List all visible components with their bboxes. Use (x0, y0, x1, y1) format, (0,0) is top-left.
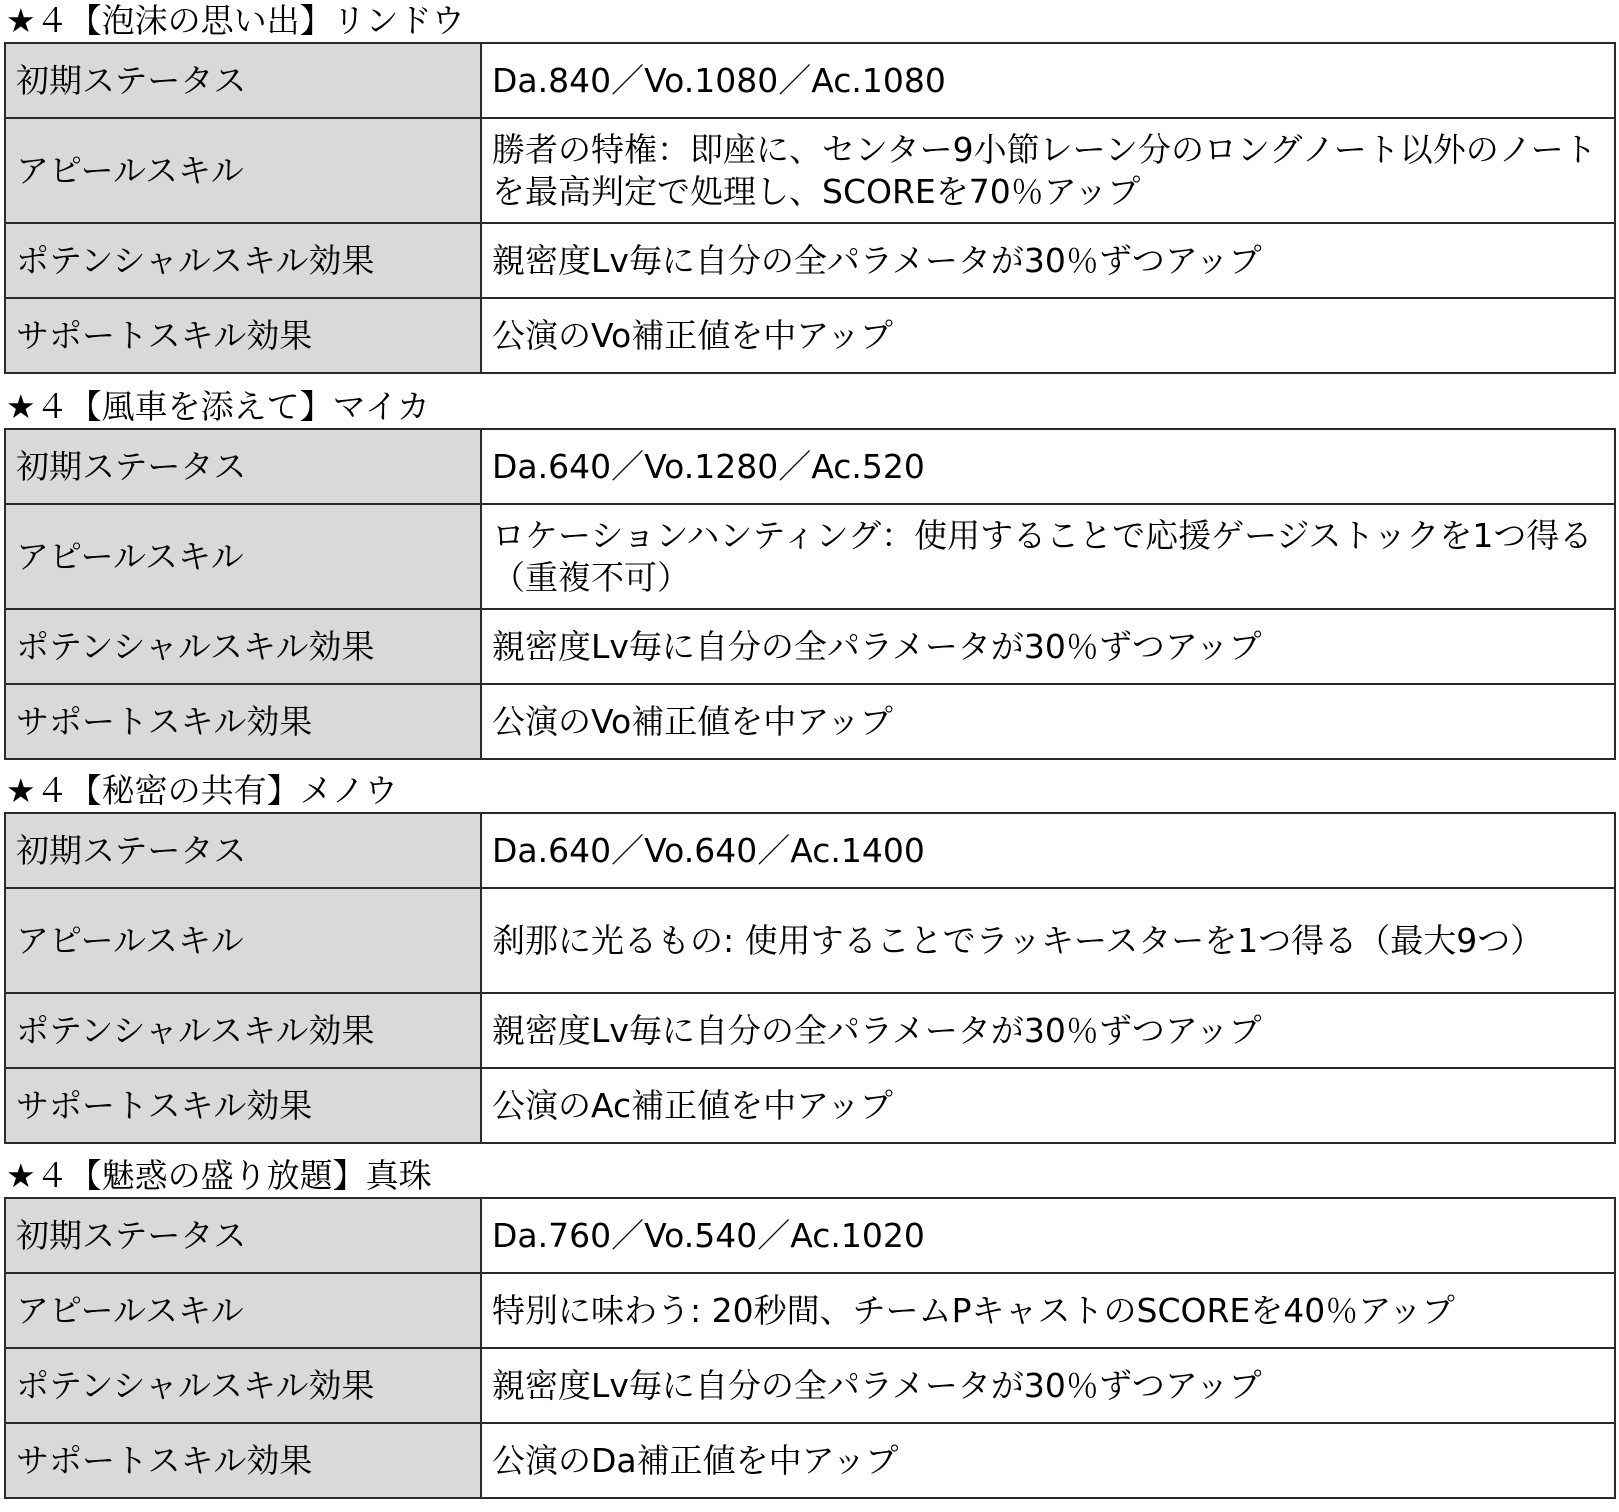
table-row (5, 223, 1615, 298)
table-row (5, 1423, 1615, 1498)
row-label: ポテンシャルスキル効果 (5, 223, 481, 298)
table-row (5, 684, 1615, 759)
row-value: 親密度Lv毎に自分の全パラメータが30％ずつアップ (481, 609, 1615, 684)
card-title: ★４【魅惑の盛り放題】真珠 (6, 1156, 432, 1195)
row-value: Da.640／Vo.1280／Ac.520 (481, 429, 1615, 504)
row-value: 公演のVo補正値を中アップ (481, 684, 1615, 759)
row-label: 初期ステータス (5, 429, 481, 504)
card-table (4, 1197, 1616, 1499)
card-title: ★４【風車を添えて】マイカ (6, 387, 430, 426)
row-value: Da.840／Vo.1080／Ac.1080 (481, 43, 1615, 118)
row-label: ポテンシャルスキル効果 (5, 993, 481, 1068)
card-table (4, 42, 1616, 374)
row-label: アピールスキル (5, 1273, 481, 1348)
row-value: 親密度Lv毎に自分の全パラメータが30％ずつアップ (481, 993, 1615, 1068)
card-title: ★４【泡沫の思い出】リンドウ (6, 1, 465, 40)
row-label: サポートスキル効果 (5, 684, 481, 759)
table-row (5, 118, 1615, 223)
card-table (4, 428, 1616, 760)
card-title: ★４【秘密の共有】メノウ (6, 771, 398, 810)
row-label: サポートスキル効果 (5, 298, 481, 373)
table-row (5, 43, 1615, 118)
row-value: 公演のDa補正値を中アップ (481, 1423, 1615, 1498)
table-row (5, 1273, 1615, 1348)
row-label: アピールスキル (5, 504, 481, 609)
row-value: 特別に味わう: 20秒間、チームPキャストのSCOREを40％アップ (481, 1273, 1615, 1348)
row-value: Da.760／Vo.540／Ac.1020 (481, 1198, 1615, 1273)
row-label: 初期ステータス (5, 43, 481, 118)
row-label: 初期ステータス (5, 813, 481, 888)
table-row (5, 609, 1615, 684)
row-label: アピールスキル (5, 888, 481, 993)
row-value: 勝者の特権：即座に、センター9小節レーン分のロングノート以外のノートを最高判定で処理し、SCOREを70％アップ (481, 118, 1615, 223)
table-row (5, 993, 1615, 1068)
row-value: 親密度Lv毎に自分の全パラメータが30％ずつアップ (481, 223, 1615, 298)
row-value: 親密度Lv毎に自分の全パラメータが30％ずつアップ (481, 1348, 1615, 1423)
table-row (5, 1068, 1615, 1143)
card-table (4, 812, 1616, 1144)
table-row (5, 888, 1615, 993)
row-label: サポートスキル効果 (5, 1068, 481, 1143)
row-label: アピールスキル (5, 118, 481, 223)
table-row (5, 429, 1615, 504)
row-label: サポートスキル効果 (5, 1423, 481, 1498)
table-row (5, 298, 1615, 373)
table-row (5, 1198, 1615, 1273)
row-value: 公演のVo補正値を中アップ (481, 298, 1615, 373)
row-label: 初期ステータス (5, 1198, 481, 1273)
row-value: Da.640／Vo.640／Ac.1400 (481, 813, 1615, 888)
row-label: ポテンシャルスキル効果 (5, 609, 481, 684)
row-label: ポテンシャルスキル効果 (5, 1348, 481, 1423)
row-value: 刹那に光るもの: 使用することでラッキースターを1つ得る（最大9つ） (481, 888, 1615, 993)
row-value: ロケーションハンティング：使用することで応援ゲージストックを1つ得る（重複不可） (481, 504, 1615, 609)
table-row (5, 1348, 1615, 1423)
table-row (5, 504, 1615, 609)
row-value: 公演のAc補正値を中アップ (481, 1068, 1615, 1143)
table-row (5, 813, 1615, 888)
